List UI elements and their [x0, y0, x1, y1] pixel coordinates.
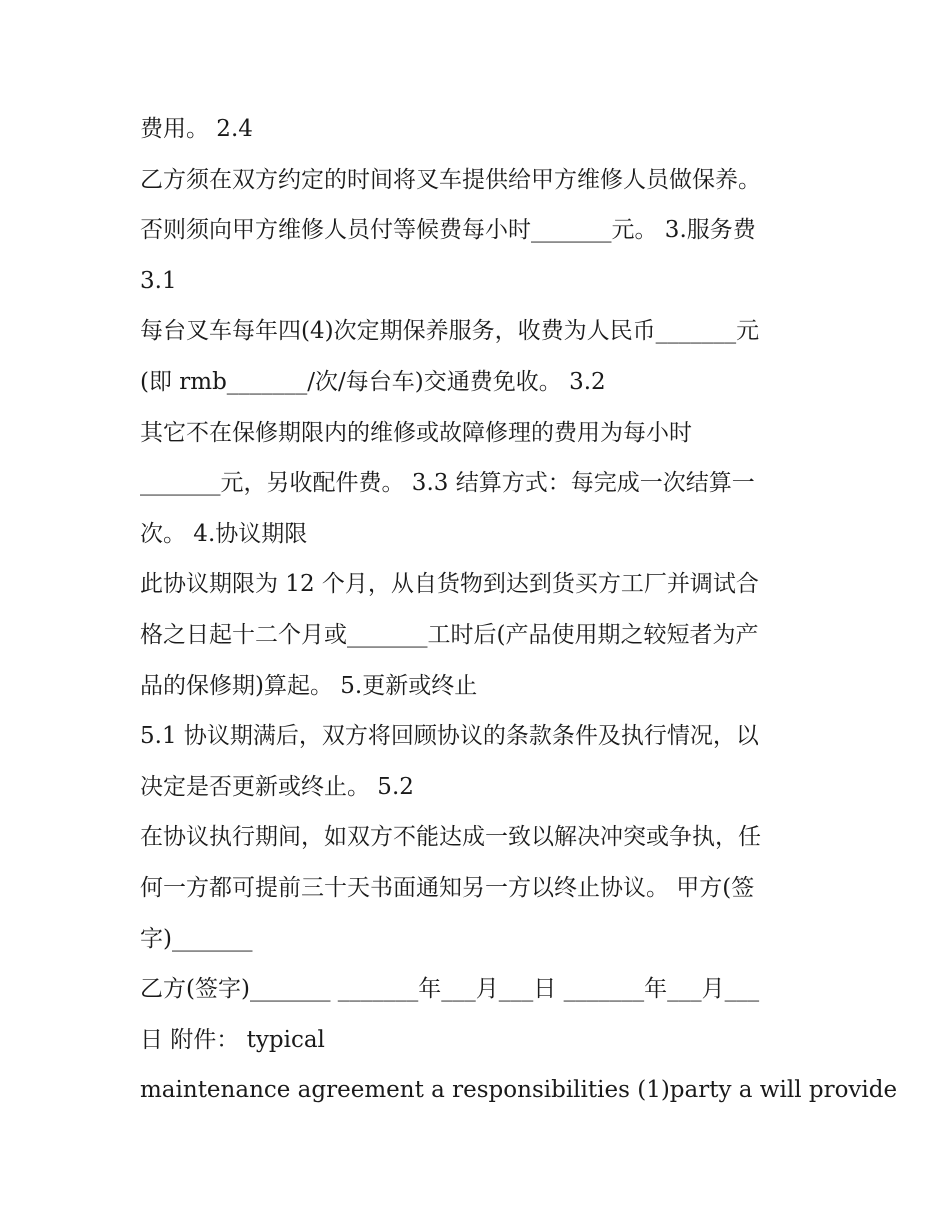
document-body: [140, 104, 898, 1116]
text-line: 品的保修期)算起。 5.更新或终止: [140, 672, 478, 699]
text-line: 日 附件： typical: [140, 1026, 325, 1053]
text-line: 决定是否更新或终止。 5.2: [140, 773, 414, 800]
text-line: 3.1: [140, 267, 177, 294]
text-line: 5.1 协议期满后，双方将回顾协议的条款条件及执行情况，以: [140, 723, 759, 750]
text-line: 字)_______: [140, 925, 253, 952]
text-line: 格之日起十二个月或_______工时后(产品使用期之较短者为产: [140, 621, 759, 648]
text-line: 费用。 2.4: [140, 116, 253, 142]
text-line: maintenance agreement a responsibilities (1)party a will provide: [140, 1077, 898, 1104]
text-line: _______元，另收配件费。 3.3 结算方式：每完成一次结算一: [140, 470, 755, 497]
text-line: 否则须向甲方维修人员付等候费每小时_______元。 3.服务费: [140, 217, 756, 244]
text-line: 何一方都可提前三十天书面通知另一方以终止协议。 甲方(签: [140, 874, 755, 901]
text-line: 其它不在保修期限内的维修或故障修理的费用为每小时: [140, 419, 692, 446]
text-line: 在协议执行期间，如双方不能达成一致以解决冲突或争执，任: [140, 824, 761, 851]
text-line: 乙方(签字)_______ _______年___月___日 _______年___月___: [140, 976, 760, 1003]
text-line: 每台叉车每年四(4)次定期保养服务，收费为人民币_______元: [140, 318, 760, 345]
text-line: 次。 4.协议期限: [140, 520, 308, 547]
text-line: (即 rmb_______/次/每台车)交通费免收。 3.2: [140, 368, 606, 395]
text-line: 此协议期限为 12 个月，从自货物到达到货买方工厂并调试合: [140, 571, 759, 598]
text-line: 乙方须在双方约定的时间将叉车提供给甲方维修人员做保养。: [140, 166, 761, 193]
